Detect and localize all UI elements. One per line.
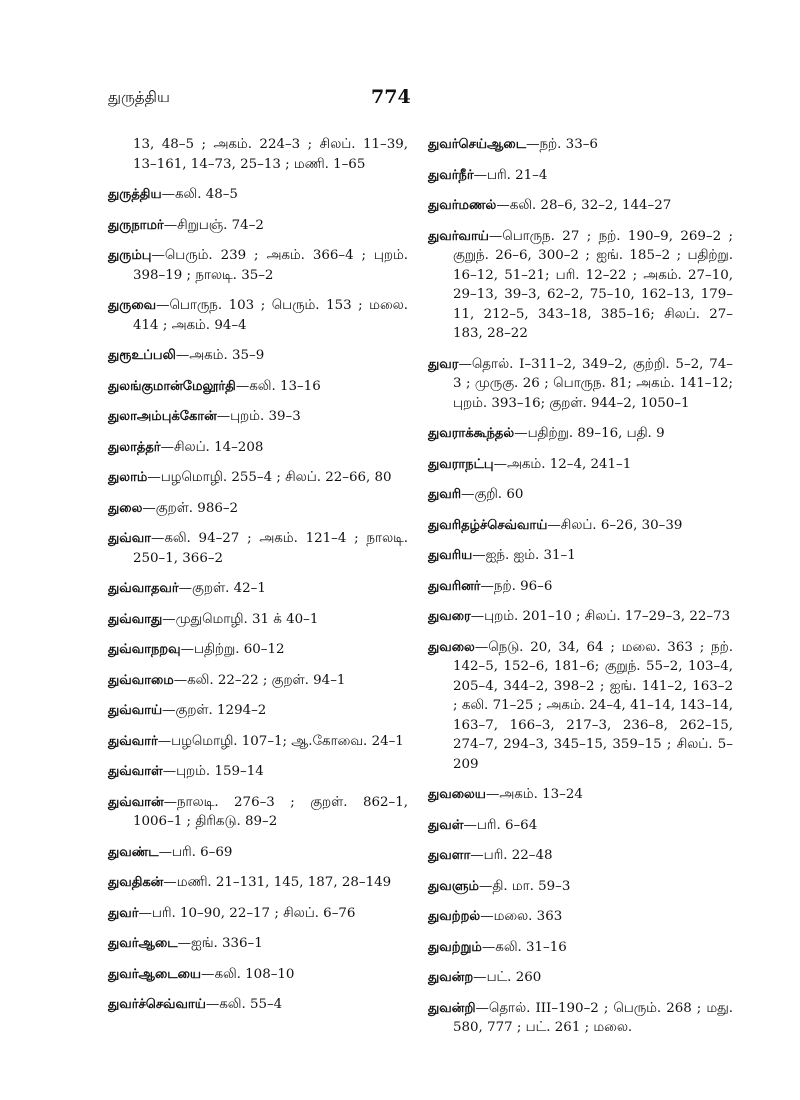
index-entry: [108, 843, 408, 863]
index-entry: [428, 785, 733, 805]
entry-headword: துவ்வாள்: [108, 764, 163, 779]
index-entry: [108, 529, 408, 568]
entry-references: —நெடு. 20, 34, 64 ; மலை. 363 ; நற். 142–5, 152–6, 181–6; குறுந். 55–2, 103–4, 205–4, 344–2, 398–2 ; ஐங். 141–2, 163–2 ; கலி. 71–25 ; அகம். 24–4, 41–14, 143–14, 163–7, 166–3, 217–3, 236–8, 262–15, 274–7, 294–3, 345–15, 359–15 ; சிலப். 5–209: [453, 639, 733, 772]
index-entry: [108, 246, 408, 285]
entry-headword: துலாத்தர்: [108, 439, 161, 455]
entry-references: —புறம். 201–10 ; சிலப். 17–29–3, 22–73: [470, 609, 731, 624]
entry-references: —கலி. 31–16: [481, 939, 567, 955]
entry-references: 13, 48–5 ; அகம். 224–3 ; சிலப். 11–39, 13–161, 14–73, 25–13 ; மணி. 1–65: [133, 137, 408, 172]
entry-headword: துவளும்: [428, 878, 479, 894]
entry-references: —குறள். 986–2: [142, 500, 239, 516]
entry-references: —மலை. 363: [480, 909, 563, 924]
entry-headword: துவற்றும்: [428, 939, 482, 955]
index-entry: [428, 135, 733, 155]
index-entry: [108, 468, 408, 488]
entry-headword: துவலைய: [428, 787, 486, 802]
index-entry: [108, 934, 408, 954]
entry-headword: துவரிதழ்ச்செவ்வாய்: [428, 517, 548, 533]
index-entry: [108, 904, 408, 924]
entry-references: —பொருந. 27 ; நற். 190–9, 269–2 ; குறுந். 26–6, 300–2 ; ஐங். 185–2 ; பதிற்று. 16–12, 51–21; பரி. 12–22 ; அகம். 27–10, 29–13, 39–3, 62–2, 75–10, 162–13, 179–11, 212–5, 343–18, 385–16; சிலப். 27–183, 28–22: [453, 228, 733, 341]
entry-references: —பரி. 21–4: [473, 167, 548, 183]
entry-headword: துவர்ஆடை: [108, 936, 178, 951]
entry-references: —குறள். 1294–2: [162, 703, 267, 718]
index-entry: [428, 424, 733, 444]
entry-headword: துவன்ற: [428, 970, 474, 985]
entry-references: —பெரும். 239 ; அகம். 366–4 ; புறம். 398–19 ; நாலடி. 35–2: [133, 248, 408, 283]
index-entry: [108, 579, 408, 599]
index-entry: [108, 346, 408, 366]
entry-references: —கலி. 94–27 ; அகம். 121–4 ; நாலடி. 250–1, 366–2: [133, 531, 408, 566]
index-entry: [108, 965, 408, 985]
entry-headword: துவரை: [428, 609, 471, 624]
running-head-word: துருத்திய: [108, 88, 170, 106]
entry-references: —கலி. 55–4: [205, 997, 283, 1012]
index-entry: [108, 671, 408, 691]
index-entry: [108, 701, 408, 721]
entry-headword: துவற்றல்: [428, 909, 481, 924]
entry-headword: துவரிய: [428, 548, 473, 563]
index-entry: [108, 377, 408, 397]
entry-headword: துலாஅம்புக்கோன்: [108, 409, 217, 424]
entry-references: —பரி. 6–69: [158, 844, 233, 860]
index-entry: [108, 793, 408, 832]
entry-references: —அகம். 12–4, 241–1: [493, 456, 632, 472]
entry-references: —குறி. 60: [461, 487, 524, 502]
entry-headword: துவர: [428, 356, 459, 372]
entry-references: —ஐந். ஐம். 31–1: [472, 548, 576, 563]
entry-references: —பதிற்று. 89–16, பதி. 9: [514, 426, 665, 441]
entry-headword: துலை: [108, 500, 143, 516]
entry-headword: துவரினர்: [428, 578, 481, 594]
index-entry: [428, 485, 733, 505]
page-header: [108, 86, 720, 116]
index-entry: [108, 296, 408, 335]
index-entry: [428, 816, 733, 836]
entry-headword: துவரி: [428, 487, 462, 502]
entry-headword: துவ்வாநறவு: [108, 642, 181, 657]
entry-headword: துவதிகன்: [108, 875, 164, 890]
entry-headword: துருத்திய: [108, 187, 162, 202]
entry-headword: துவர்: [108, 905, 139, 921]
index-entry: [108, 610, 408, 630]
index-entry: [108, 995, 408, 1015]
index-entry: [428, 166, 733, 186]
entry-references: —கலி. 48–5: [161, 187, 238, 202]
entry-headword: துவ்வான்: [108, 794, 164, 810]
entry-references: —முதுமொழி. 31 க் 40–1: [162, 611, 319, 627]
index-entry: [108, 762, 408, 782]
index-entry: [108, 732, 408, 752]
entry-references: —பழமொழி. 255–4 ; சிலப். 22–66, 80: [147, 470, 392, 485]
entry-headword: துவண்ட: [108, 844, 159, 860]
index-entry: [428, 577, 733, 597]
entry-references: —குறள். 42–1: [178, 581, 266, 596]
entry-references: —தொல். I–311–2, 349–2, குற்றி. 5–2, 74–3 ; முருகு. 26 ; பொருந. 81; அகம். 141–12; புறம். 393–16; குறள். 944–2, 1050–1: [453, 356, 733, 411]
entry-references: —தொல். III–190–2 ; பெரும். 268 ; மது. 580, 777 ; பட். 261 ; மலை.: [453, 1000, 733, 1035]
entry-headword: துவ்வாதவர்: [108, 581, 179, 596]
entry-headword: துருநாமர்: [108, 217, 164, 233]
entry-references: —சிறுபஞ். 74–2: [163, 217, 264, 233]
entry-references: —சிலப். 6–26, 30–39: [547, 517, 683, 533]
entry-headword: துரூஉப்பலி: [108, 348, 176, 363]
entry-headword: துவர்ஆடையை: [108, 966, 202, 982]
entry-references: —கலி. 22–22 ; குறள். 94–1: [173, 672, 346, 688]
entry-headword: துவன்றி: [428, 1000, 476, 1016]
index-entry: [428, 516, 733, 536]
entry-references: —பதிற்று. 60–12: [180, 642, 285, 657]
entry-references: —பட். 260: [473, 970, 542, 985]
index-entry: [428, 546, 733, 566]
entry-headword: துவலை: [428, 639, 475, 655]
index-entry: [428, 877, 733, 897]
index-entry: [428, 938, 733, 958]
index-entry: [428, 455, 733, 475]
left-column: [108, 135, 408, 1026]
index-entry: [428, 907, 733, 927]
index-entry: [108, 216, 408, 236]
entry-references: —அகம். 35–9: [175, 348, 265, 363]
entry-references: —புறம். 39–3: [216, 409, 301, 424]
entry-references: —நாலடி. 276–3 ; குறள். 862–1, 1006–1 ; திரிகடு. 89–2: [133, 794, 408, 829]
entry-references: —கலி. 108–10: [201, 966, 295, 982]
entry-references: —கலி. 13–16: [235, 378, 321, 394]
index-entry: [108, 407, 408, 427]
page-number: 774: [371, 86, 411, 108]
entry-references: —நற். 33–6: [526, 137, 598, 152]
index-entry: [428, 968, 733, 988]
right-column: [428, 135, 733, 1049]
entry-references: —புறம். 159–14: [162, 764, 264, 779]
index-entry: [108, 640, 408, 660]
entry-headword: துருவை: [108, 298, 157, 313]
entry-headword: துரும்பு: [108, 248, 152, 263]
entry-headword: துவ்வாய்: [108, 703, 163, 718]
entry-references: —நற். 96–6: [480, 578, 553, 594]
entry-headword: துவர்வாய்: [428, 228, 489, 244]
entry-references: —கலி. 28–6, 32–2, 144–27: [496, 198, 672, 213]
entry-references: —தி. மா. 59–3: [478, 878, 571, 894]
index-entry: [108, 499, 408, 519]
entry-references: —பழமொழி. 107–1; ஆ.கோவை. 24–1: [157, 733, 404, 749]
entry-headword: துவராக்கூந்தல்: [428, 426, 515, 441]
entry-headword: துவர்நீர்: [428, 167, 474, 183]
index-entry: [428, 355, 733, 414]
index-entry: [108, 438, 408, 458]
entry-headword: துலாம்: [108, 470, 148, 485]
index-entry: [108, 873, 408, 893]
entry-references: —பரி. 22–48: [470, 848, 553, 863]
index-entry: [428, 638, 733, 775]
entry-references: —பரி. 6–64: [463, 817, 538, 833]
index-entry: [428, 999, 733, 1038]
index-entry: [428, 607, 733, 627]
index-entry: [428, 196, 733, 216]
entry-headword: துவ்வார்: [108, 733, 158, 749]
entry-references: —சிலப். 14–208: [160, 439, 264, 455]
entry-references: —மணி. 21–131, 145, 187, 28–149: [163, 875, 392, 890]
entry-headword: துலங்குமான்மேலூர்தி: [108, 378, 236, 394]
index-entry: [108, 135, 408, 174]
index-entry: [428, 227, 733, 344]
entry-headword: துவராநட்பு: [428, 456, 494, 472]
entry-references: —அகம். 13–24: [485, 787, 583, 802]
entry-headword: துவர்செய்ஆடை: [428, 137, 527, 152]
entry-headword: துவ்வாமை: [108, 672, 174, 688]
entry-headword: துவ்வா: [108, 531, 151, 546]
entry-references: —பொருந. 103 ; பெரும். 153 ; மலை. 414 ; அகம். 94–4: [133, 298, 408, 333]
entry-headword: துவர்மணல்: [428, 198, 497, 213]
entry-references: —பரி. 10–90, 22–17 ; சிலப். 6–76: [138, 905, 356, 921]
entry-headword: துவ்வாது: [108, 611, 163, 627]
entry-headword: துவளா: [428, 848, 471, 863]
entry-headword: துவள்: [428, 817, 464, 833]
index-entry: [428, 846, 733, 866]
entry-headword: துவர்ச்செவ்வாய்: [108, 997, 206, 1012]
index-entry: [108, 185, 408, 205]
entry-references: —ஐங். 336–1: [177, 936, 263, 951]
